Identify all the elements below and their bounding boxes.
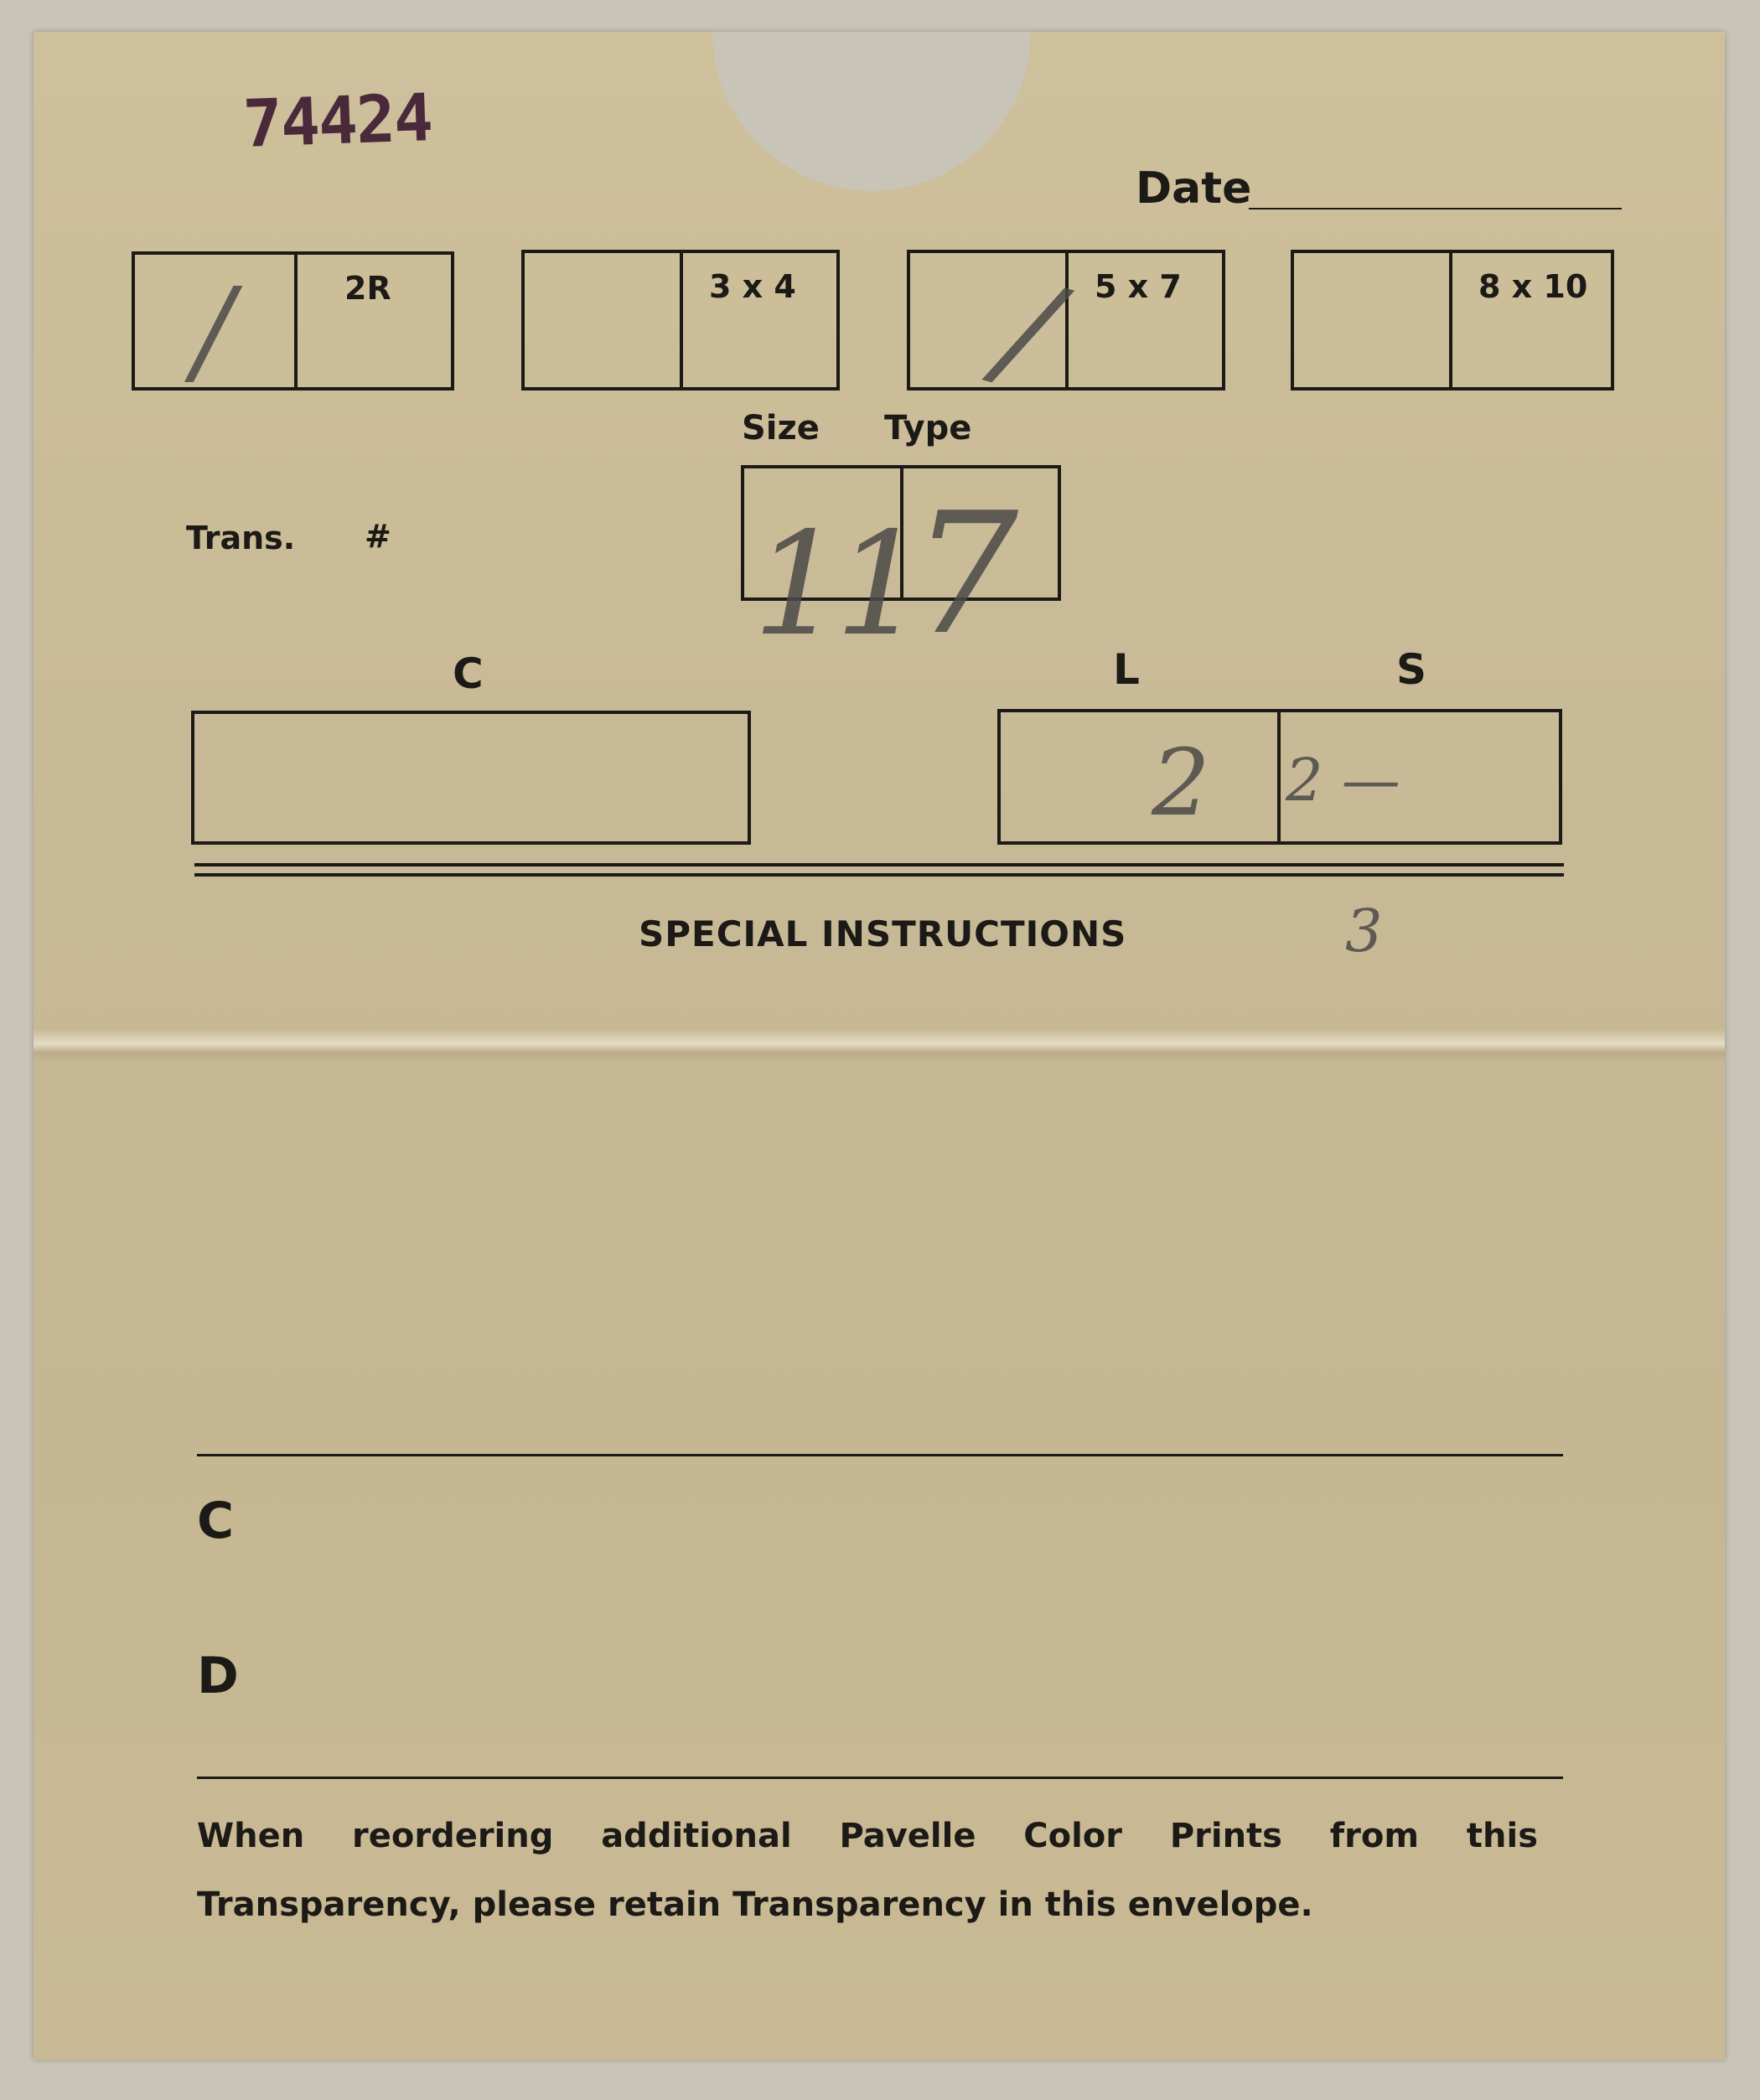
handwritten-mark: / — [194, 263, 234, 400]
size-box-2r[interactable] — [132, 251, 454, 400]
c-line-label: C — [197, 1492, 235, 1550]
size-box-8x10[interactable] — [1291, 250, 1614, 391]
stamp-number: 74424 — [241, 80, 433, 163]
size-label-3x4: 3 x 4 — [709, 268, 796, 305]
size-type-box[interactable] — [741, 465, 1061, 672]
size-box-3x4[interactable] — [521, 250, 840, 391]
size-label-2r: 2R — [344, 270, 391, 307]
box-divider — [680, 253, 683, 387]
c-label: C — [453, 649, 484, 698]
instructions-line-top — [197, 1454, 1563, 1456]
handwritten-type: 7 — [912, 477, 1019, 672]
handwritten-size: 11 — [753, 502, 918, 668]
date-field[interactable] — [1249, 208, 1622, 209]
size-label: Size — [742, 409, 820, 447]
handwritten-s: 2 — — [1286, 746, 1400, 815]
trans-label: Trans. — [186, 520, 296, 556]
handwritten-extra: 3 — [1345, 897, 1383, 965]
l-s-box[interactable] — [997, 709, 1562, 845]
size-label-5x7: 5 x 7 — [1095, 268, 1182, 305]
box-divider — [1449, 253, 1452, 387]
instructions-line-bottom — [197, 1777, 1563, 1779]
special-instructions-heading: SPECIAL INSTRUCTIONS — [639, 913, 1127, 954]
handwritten-l: 2 — [1152, 729, 1210, 836]
s-label: S — [1396, 645, 1427, 694]
type-label: Type — [884, 409, 972, 447]
fold-crease — [34, 1029, 1725, 1063]
size-label-8x10: 8 x 10 — [1478, 268, 1588, 305]
handwritten-mark: / — [986, 250, 1072, 413]
double-rule-bottom — [194, 873, 1564, 877]
footer-note: When reordering additional Pavelle Color Prints from this Transparency, please retain Transparency in this envelope. — [197, 1817, 1538, 1924]
double-rule-top — [194, 863, 1564, 866]
box-divider — [1277, 712, 1281, 841]
hash-label: # — [365, 518, 391, 555]
date-label: Date — [1136, 163, 1252, 214]
d-line-label: D — [197, 1647, 239, 1705]
c-box[interactable] — [191, 711, 751, 845]
size-box-5x7[interactable] — [907, 250, 1225, 413]
envelope-notch — [712, 32, 1031, 191]
box-divider — [294, 255, 298, 387]
l-label: L — [1113, 645, 1140, 694]
